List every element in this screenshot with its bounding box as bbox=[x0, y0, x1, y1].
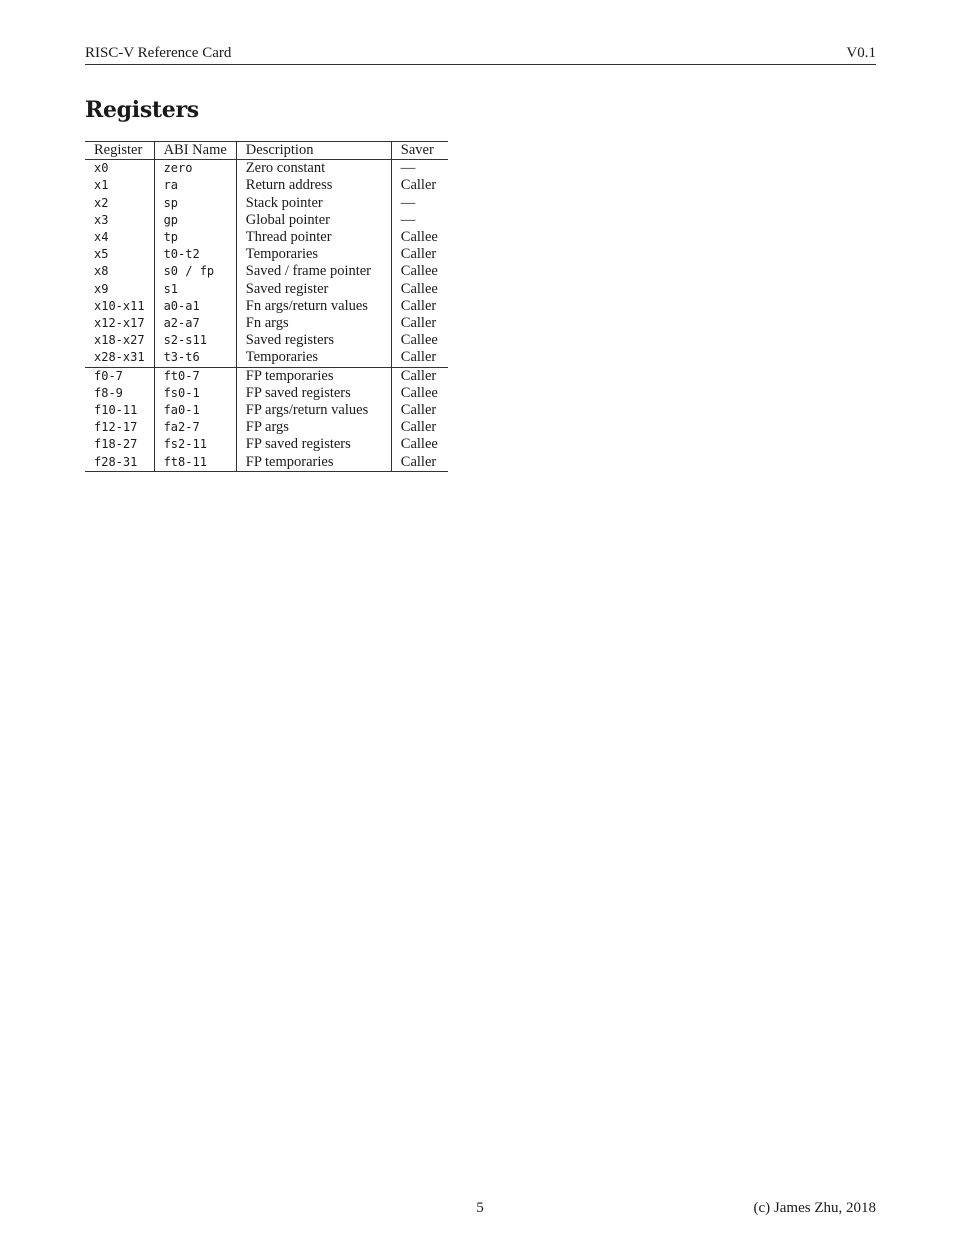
register-cell: x3 bbox=[85, 212, 154, 229]
table-row bbox=[85, 367, 448, 385]
column-header-description: Description bbox=[236, 142, 391, 160]
page-header bbox=[85, 44, 876, 65]
register-cell: f12-17 bbox=[85, 419, 154, 436]
description-cell: FP args/return values bbox=[236, 402, 391, 419]
fp-register-rows bbox=[85, 367, 448, 471]
table-row bbox=[85, 385, 448, 402]
section-title: Registers bbox=[85, 97, 199, 123]
register-cell: f0-7 bbox=[85, 367, 154, 385]
description-cell: FP temporaries bbox=[236, 454, 391, 472]
saver-cell: Callee bbox=[400, 263, 438, 280]
register-cell: f28-31 bbox=[85, 454, 154, 472]
saver-cell: — bbox=[400, 194, 416, 211]
saver-cell: Caller bbox=[400, 315, 437, 332]
description-cell: Return address bbox=[236, 177, 391, 194]
saver-cell: Caller bbox=[400, 246, 437, 263]
column-header-abi-name: ABI Name bbox=[154, 142, 236, 160]
table-row bbox=[85, 195, 448, 212]
table-row bbox=[85, 419, 448, 436]
saver-cell: — bbox=[400, 160, 416, 177]
table-row bbox=[85, 177, 448, 194]
description-cell: Global pointer bbox=[236, 212, 391, 229]
table-row bbox=[85, 332, 448, 349]
abi-name-cell: sp bbox=[154, 195, 236, 212]
saver-cell: — bbox=[400, 211, 416, 228]
table-row bbox=[85, 298, 448, 315]
saver-cell: Callee bbox=[400, 332, 438, 349]
register-cell: x9 bbox=[85, 281, 154, 298]
saver-cell: Callee bbox=[400, 229, 438, 246]
table-row bbox=[85, 402, 448, 419]
description-cell: Temporaries bbox=[236, 349, 391, 367]
saver-cell: Callee bbox=[400, 436, 438, 453]
register-cell: x28-x31 bbox=[85, 349, 154, 367]
abi-name-cell: t3-t6 bbox=[154, 349, 236, 367]
abi-name-cell: ft0-7 bbox=[154, 367, 236, 385]
registers-table bbox=[85, 141, 448, 472]
register-cell: f18-27 bbox=[85, 436, 154, 453]
abi-name-cell: fa0-1 bbox=[154, 402, 236, 419]
table-row bbox=[85, 229, 448, 246]
column-header-saver: Saver bbox=[400, 142, 434, 158]
register-cell: x12-x17 bbox=[85, 315, 154, 332]
table-row bbox=[85, 281, 448, 298]
abi-name-cell: s1 bbox=[154, 281, 236, 298]
description-cell: Saved registers bbox=[236, 332, 391, 349]
description-cell: Saved / frame pointer bbox=[236, 263, 391, 280]
register-cell: x5 bbox=[85, 246, 154, 263]
saver-cell: Callee bbox=[400, 280, 438, 297]
table-row bbox=[85, 246, 448, 263]
document-version: V0.1 bbox=[846, 45, 876, 61]
register-cell: x10-x11 bbox=[85, 298, 154, 315]
table-row bbox=[85, 212, 448, 229]
description-cell: Thread pointer bbox=[236, 229, 391, 246]
abi-name-cell: ra bbox=[154, 177, 236, 194]
description-cell: FP saved registers bbox=[236, 436, 391, 453]
page-number: 5 bbox=[476, 1200, 484, 1216]
description-cell: Temporaries bbox=[236, 246, 391, 263]
copyright-notice: (c) James Zhu, 2018 bbox=[753, 1200, 876, 1216]
register-cell: x0 bbox=[85, 160, 154, 178]
table-row bbox=[85, 454, 448, 472]
abi-name-cell: tp bbox=[154, 229, 236, 246]
table-row bbox=[85, 436, 448, 453]
description-cell: Fn args bbox=[236, 315, 391, 332]
description-cell: Fn args/return values bbox=[236, 298, 391, 315]
integer-register-rows bbox=[85, 160, 448, 367]
description-cell: Zero constant bbox=[236, 160, 391, 178]
table-row bbox=[85, 263, 448, 280]
description-cell: Stack pointer bbox=[236, 195, 391, 212]
register-cell: x8 bbox=[85, 263, 154, 280]
register-cell: x1 bbox=[85, 177, 154, 194]
abi-name-cell: a2-a7 bbox=[154, 315, 236, 332]
table-row bbox=[85, 315, 448, 332]
abi-name-cell: fs2-11 bbox=[154, 436, 236, 453]
table-row bbox=[85, 160, 448, 178]
saver-cell: Caller bbox=[400, 419, 437, 436]
table-header-row bbox=[85, 142, 448, 160]
abi-name-cell: fa2-7 bbox=[154, 419, 236, 436]
register-cell: x18-x27 bbox=[85, 332, 154, 349]
abi-name-cell: a0-a1 bbox=[154, 298, 236, 315]
abi-name-cell: s2-s11 bbox=[154, 332, 236, 349]
register-cell: f10-11 bbox=[85, 402, 154, 419]
saver-cell: Caller bbox=[400, 402, 437, 419]
description-cell: FP saved registers bbox=[236, 385, 391, 402]
saver-cell: Caller bbox=[400, 349, 437, 366]
document-title: RISC-V Reference Card bbox=[85, 45, 232, 61]
register-cell: f8-9 bbox=[85, 385, 154, 402]
description-cell: Saved register bbox=[236, 281, 391, 298]
abi-name-cell: ft8-11 bbox=[154, 454, 236, 472]
table-row bbox=[85, 349, 448, 367]
abi-name-cell: gp bbox=[154, 212, 236, 229]
description-cell: FP args bbox=[236, 419, 391, 436]
saver-cell: Caller bbox=[400, 297, 437, 314]
abi-name-cell: fs0-1 bbox=[154, 385, 236, 402]
abi-name-cell: t0-t2 bbox=[154, 246, 236, 263]
abi-name-cell: zero bbox=[154, 160, 236, 178]
saver-cell: Caller bbox=[400, 177, 437, 194]
register-cell: x4 bbox=[85, 229, 154, 246]
saver-cell: Caller bbox=[391, 367, 448, 385]
saver-cell: Callee bbox=[400, 384, 438, 401]
column-header-register: Register bbox=[85, 142, 154, 160]
saver-cell: Caller bbox=[391, 454, 448, 472]
description-cell: FP temporaries bbox=[236, 367, 391, 385]
register-cell: x2 bbox=[85, 195, 154, 212]
abi-name-cell: s0 / fp bbox=[154, 263, 236, 280]
